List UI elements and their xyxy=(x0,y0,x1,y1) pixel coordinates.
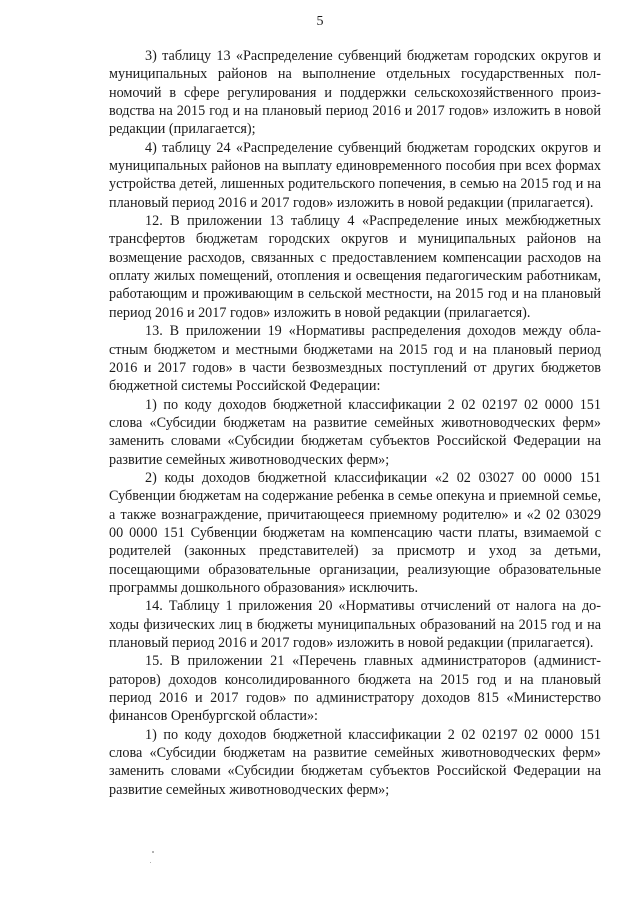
paragraph: 15. В приложении 21 «Перечень главных администраторов (администраторов) доходов консолидированного бюджета на 2015 год и на плановый период 2016 и 2017 годов» по администратору доходов 815 «Министерство финансов Оренбургской области»: xyxy=(109,653,601,725)
paragraph: 4) таблицу 24 «Распределение субвенций бюджетам городских округов и муниципальных районов на выплату единовременного пособия при всех формах устройства детей, лишенных родительского попечения, в семью на 2015 год и на плановый период 2016 и 2017 годов» изложить в новой редакции (прилагается). xyxy=(109,139,601,211)
paragraph: 12. В приложении 13 таблицу 4 «Распределение иных межбюджетных трансфертов бюджетам городских округов и муниципальных районов на возмещение расходов, связанных с предоставлением компенсации расходов на оплату жилых помещений, отопления и освещения педагогическим работникам, работающим и проживающим в сельской местности, на 2015 год и на плановый период 2016 и 2017 годов» изложить в новой редакции (прилагается). xyxy=(109,213,601,321)
paragraph: 1) по коду доходов бюджетной классификации 2 02 02197 02 0000 151 слова «Субсидии бюджетам на развитие семейных животноводческих ферм» заменить словами «Субсидии бюджетам субъектов Российской Федерации на развитие семейных животноводческих ферм»; xyxy=(109,396,601,468)
scan-speck xyxy=(150,862,151,863)
paragraph: 13. В приложении 19 «Нормативы распределения доходов между областным бюджетом и местными бюджетами на 2015 год и на плановый период 2016 и 2017 годов» в части безвозмездных поступлений от других бюджетов бюджетной системы Российской Федерации: xyxy=(109,323,601,395)
page-number: 5 xyxy=(316,14,324,29)
paragraph: 14. Таблицу 1 приложения 20 «Нормативы отчислений от налога на доходы физических лиц в бюджеты муниципальных образований на 2015 год и на плановый период 2016 и 2017 годов» изложить в новой редакции (прилагается). xyxy=(109,598,601,651)
paragraph: 3) таблицу 13 «Распределение субвенций бюджетам городских округов и муниципальных районов на выполнение отдельных государственных полномочий в сфере регулирования и поддержки сельскохозяйственного производства на 2015 год и на плановый период 2016 и 2017 годов» изложить в новой редакции (прилагается); xyxy=(109,48,601,138)
paragraph: 2) коды доходов бюджетной классификации «2 02 03027 00 0000 151 Субвенции бюджетам на содержание ребенка в семье опекуна и приемной семье, а также вознаграждение, причитающееся приемному родителю» и «2 02 03029 00 0000 151 Субвенции бюджетам на компенсацию части платы, взимаемой с родителей (законных представителей) за присмотр и уход за детьми, посещающими образовательные организации, реализующие образовательные программы дошкольного образования» исключить. xyxy=(109,469,601,596)
scan-speck xyxy=(152,851,154,853)
body-text xyxy=(109,47,601,799)
paragraph: 1) по коду доходов бюджетной классификации 2 02 02197 02 0000 151 слова «Субсидии бюджетам на развитие семейных животноводческих ферм» заменить словами «Субсидии бюджетам субъектов Российской Федерации на развитие семейных животноводческих ферм»; xyxy=(109,726,601,798)
